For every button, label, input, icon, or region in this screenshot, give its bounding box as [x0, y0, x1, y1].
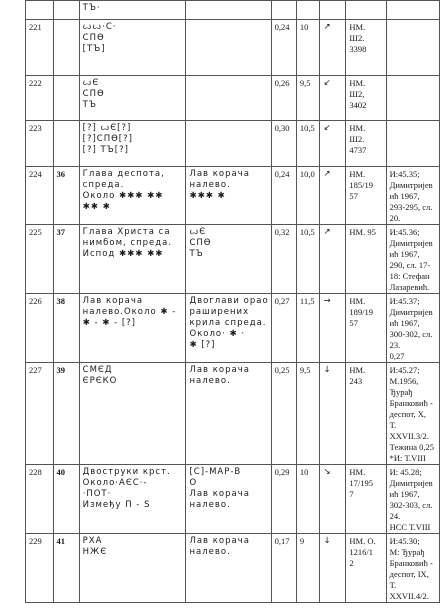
- literature-reference: [386, 121, 439, 167]
- die-axis-arrow: ↓: [320, 534, 346, 603]
- type-number: 38: [53, 294, 79, 363]
- obverse-description-line: [?] ꙍЄ[?]: [82, 123, 132, 133]
- catalog-number: 228: [26, 465, 54, 534]
- weight-value: 0,27: [271, 294, 296, 363]
- reverse-description-line: крила спреда.: [189, 318, 267, 328]
- literature-reference-line: И:45.27;: [389, 365, 420, 375]
- inventory-number: [346, 76, 386, 121]
- diameter-value: 10,5: [296, 225, 320, 294]
- diameter-value: 10: [296, 20, 320, 76]
- coin-catalog-table: [25, 0, 440, 603]
- obverse-description-line: ·ПОТ·: [82, 489, 112, 499]
- weight-value: 0,24: [271, 20, 296, 76]
- table-row: [26, 363, 440, 465]
- die-axis-arrow: ↙: [320, 76, 346, 121]
- diameter-value: 11,5: [296, 294, 320, 363]
- die-axis-arrow: →: [320, 294, 346, 363]
- inventory-number-line: 243: [349, 376, 363, 386]
- die-axis-arrow: ↗: [320, 167, 346, 225]
- reverse-description-line: Около· ✱ ·: [189, 329, 246, 339]
- reverse-description-line: Двоглави орао: [189, 296, 269, 306]
- literature-reference-line: 302-303, сл.: [389, 500, 433, 510]
- literature-reference: [386, 534, 439, 603]
- literature-reference: [386, 20, 439, 76]
- table-row: [26, 20, 440, 76]
- reverse-description-line: ✱✱✱ ✱: [189, 191, 226, 201]
- obverse-description: [79, 167, 186, 225]
- inventory-number: [346, 121, 386, 167]
- inventory-number-line: 2: [349, 558, 354, 568]
- inventory-number-line: Ш2.: [349, 134, 365, 144]
- obverse-description: [79, 76, 186, 121]
- diameter-value: 9: [296, 534, 320, 603]
- weight-value: 0,29: [271, 465, 296, 534]
- obverse-description: [79, 363, 186, 465]
- catalog-number: 221: [26, 20, 54, 76]
- reverse-description-line: налево.: [189, 180, 231, 190]
- obverse-description-line: налево.Около ✱ -: [82, 307, 177, 317]
- reverse-description-line: Лав корача: [189, 489, 250, 499]
- table-row: [26, 1, 440, 20]
- literature-reference-line: Бранковић -: [389, 398, 433, 408]
- inventory-number-line: НМ.: [349, 123, 366, 133]
- inventory-number-line: НМ.: [349, 467, 366, 477]
- weight-value: 0,26: [271, 76, 296, 121]
- literature-reference-line: 293-295, сл.: [389, 202, 433, 212]
- obverse-description-line: ꙍЄ: [82, 78, 100, 88]
- inventory-number-line: Ш2.: [349, 33, 365, 43]
- literature-reference-line: Тежина 0,25: [389, 442, 435, 452]
- weight-value: 0,25: [271, 363, 296, 465]
- literature-reference-line: 0,27: [389, 351, 405, 361]
- die-axis-arrow: ↙: [320, 121, 346, 167]
- catalog-number: 225: [26, 225, 54, 294]
- inventory-number-line: 4737: [349, 145, 367, 155]
- reverse-description-line: О: [189, 478, 198, 488]
- literature-reference-line: Лазаревић.: [389, 282, 430, 292]
- table-row: [26, 167, 440, 225]
- obverse-description-line: [ТЪ]: [82, 44, 106, 54]
- catalog-number: 224: [26, 167, 54, 225]
- obverse-description-line: Лав корача: [82, 296, 144, 306]
- obverse-description: [79, 121, 186, 167]
- table-row: [26, 76, 440, 121]
- literature-reference: [386, 225, 439, 294]
- inventory-number-line: 3402: [349, 100, 367, 110]
- literature-reference-line: Димитријев: [389, 307, 433, 317]
- obverse-description-line: РХА: [82, 536, 103, 546]
- weight-value: 0,30: [271, 121, 296, 167]
- inventory-number-line: 185/19: [349, 180, 373, 190]
- inventory-number-line: НМ.: [349, 169, 366, 179]
- reverse-description-line: налево.: [189, 500, 231, 510]
- obverse-description-line: ✱✱ ✱: [82, 202, 111, 212]
- reverse-description: [186, 465, 271, 534]
- inventory-number: [346, 294, 386, 363]
- type-number: 41: [53, 534, 79, 603]
- diameter-value: 10,5: [296, 121, 320, 167]
- weight-value: 0,24: [271, 167, 296, 225]
- obverse-description-line: нимбом, спреда.: [82, 238, 173, 248]
- reverse-description-line: СПѲ: [189, 238, 212, 248]
- reverse-description: [186, 294, 271, 363]
- die-axis-arrow: ↗: [320, 20, 346, 76]
- literature-reference-line: 23.: [389, 340, 401, 350]
- reverse-description-line: ТЪ: [189, 249, 204, 259]
- obverse-description-line: Глава деспота,: [82, 169, 165, 179]
- inventory-number-line: 7: [349, 489, 354, 499]
- reverse-description-line: Лав корача: [189, 365, 250, 375]
- die-axis-arrow: ↗: [320, 225, 346, 294]
- reverse-description-line: раширених: [189, 307, 250, 317]
- reverse-description: [186, 76, 271, 121]
- catalog-number: 227: [26, 363, 54, 465]
- literature-reference-line: T.: [389, 580, 397, 590]
- literature-reference-line: Бранковић -: [389, 558, 433, 568]
- reverse-description-line: Лав корача: [189, 169, 250, 179]
- literature-reference-line: И:45.37;: [389, 296, 420, 306]
- obverse-description-line: НЖЄ: [82, 547, 108, 557]
- obverse-description-line: ꙍꙍ·С·: [82, 22, 117, 32]
- inventory-number: [346, 465, 386, 534]
- obverse-description-line: СПѲ: [82, 89, 105, 99]
- diameter-value: 10,0: [296, 167, 320, 225]
- literature-reference-line: HCC T.VIII: [389, 522, 431, 532]
- type-number: 40: [53, 465, 79, 534]
- obverse-description-line: Између П - Ѕ: [82, 500, 151, 510]
- reverse-description: [186, 121, 271, 167]
- reverse-description-line: Лав корача: [189, 536, 250, 546]
- type-number: [53, 121, 79, 167]
- obverse-description-line: [?] ТЪ[?]: [82, 145, 129, 155]
- inventory-number-line: НМ.: [349, 22, 366, 32]
- literature-reference-line: Димитријев: [389, 478, 433, 488]
- obverse-description-line: [?]СПѲ[?]: [82, 134, 133, 144]
- table-row: [26, 465, 440, 534]
- inventory-number-line: 189/19: [349, 307, 373, 317]
- obverse-description: [79, 534, 186, 603]
- obverse-description-line: ТЪ: [82, 100, 97, 110]
- reverse-description: [186, 20, 271, 76]
- obverse-description-line: ✱ - ✱ - [?]: [82, 318, 136, 328]
- inventory-number-line: Ш2,: [349, 89, 365, 99]
- obverse-description: [79, 465, 186, 534]
- obverse-description: [79, 225, 186, 294]
- type-number: [53, 20, 79, 76]
- obverse-description-line: Испод ✱✱✱ ✱✱: [82, 249, 164, 259]
- literature-reference: [386, 465, 439, 534]
- table-row: [26, 225, 440, 294]
- type-number: 36: [53, 167, 79, 225]
- obverse-description-line: Около ✱✱✱ ✱✱: [82, 191, 164, 201]
- literature-reference: [386, 294, 439, 363]
- literature-reference-line: *И: T.VIII: [389, 453, 426, 463]
- literature-reference-line: 300-302, сл.: [389, 329, 433, 339]
- obverse-description-line: спреда.: [82, 180, 125, 190]
- diameter-value: 9,5: [296, 76, 320, 121]
- literature-reference-line: М: Ђурађ: [389, 547, 425, 557]
- literature-reference-line: XXVII.4/2.: [389, 591, 429, 601]
- literature-reference-line: T.: [389, 420, 397, 430]
- die-axis-arrow: ↘: [320, 465, 346, 534]
- literature-reference-line: 24.: [389, 511, 401, 521]
- weight-value: 0,17: [271, 534, 296, 603]
- obverse-description-line: СПѲ: [82, 33, 105, 43]
- literature-reference-line: 290, сл. 17-: [389, 260, 431, 270]
- table-row: [26, 121, 440, 167]
- obverse-description-line: СМЄД: [82, 365, 113, 375]
- reverse-description-line: налево.: [189, 547, 231, 557]
- reverse-description: [186, 363, 271, 465]
- type-number: 39: [53, 363, 79, 465]
- inventory-number-line: НМ.: [349, 78, 366, 88]
- literature-reference-line: XXVII.3/2.: [389, 431, 429, 441]
- literature-reference: [386, 167, 439, 225]
- inventory-number-line: 57: [349, 191, 358, 201]
- type-number: [53, 76, 79, 121]
- literature-reference-line: ић 1967,: [389, 191, 420, 201]
- literature-reference-line: Димитријев: [389, 180, 433, 190]
- inventory-number-line: НМ. 95: [349, 227, 376, 237]
- table-row: [26, 534, 440, 603]
- reverse-description-line: налево.: [189, 376, 231, 386]
- inventory-number: [346, 534, 386, 603]
- inventory-number: [346, 167, 386, 225]
- literature-reference-line: И:45.36;: [389, 227, 420, 237]
- reverse-description-line: ✱ [?]: [189, 340, 216, 350]
- inventory-number-line: 57: [349, 318, 358, 328]
- reverse-description: [186, 534, 271, 603]
- obverse-description-line: Около·АЄС·-: [82, 478, 148, 488]
- literature-reference-line: ић 1967,: [389, 489, 420, 499]
- literature-reference-line: Димитријев: [389, 238, 433, 248]
- literature-reference-line: М.1956,: [389, 376, 419, 386]
- inventory-number-line: 3398: [349, 44, 367, 54]
- literature-reference: [386, 76, 439, 121]
- literature-reference-line: И:45.35;: [389, 169, 420, 179]
- table-row: [26, 294, 440, 363]
- die-axis-arrow: ↓: [320, 363, 346, 465]
- reverse-description: [186, 225, 271, 294]
- inventory-number: [346, 20, 386, 76]
- obverse-description-line: Глава Христа са: [82, 227, 171, 237]
- literature-reference: [386, 363, 439, 465]
- literature-reference-line: И:45.30;: [389, 536, 420, 546]
- literature-reference-line: 20.: [389, 213, 401, 223]
- literature-reference-line: И: 45.28;: [389, 467, 422, 477]
- catalog-number: 222: [26, 76, 54, 121]
- inventory-number-line: НМ.: [349, 296, 366, 306]
- obverse-legend: ТЪ·: [79, 1, 186, 20]
- catalog-number: 223: [26, 121, 54, 167]
- inventory-number: [346, 225, 386, 294]
- reverse-description-line: ꙍЄ: [189, 227, 207, 237]
- inventory-number-line: НМ.: [349, 365, 366, 375]
- literature-reference-line: 18: Стефан: [389, 271, 430, 281]
- catalog-number: 226: [26, 294, 54, 363]
- reverse-description-line: [С]-МАР-В: [189, 467, 242, 477]
- weight-value: 0,32: [271, 225, 296, 294]
- type-number: 37: [53, 225, 79, 294]
- obverse-description-line: Двоструки крст.: [82, 467, 171, 477]
- obverse-description: [79, 20, 186, 76]
- inventory-number-line: НМ. О.: [349, 536, 376, 546]
- literature-reference-line: деспот, IX,: [389, 569, 429, 579]
- inventory-number-line: 1216/1: [349, 547, 373, 557]
- literature-reference-line: ић 1967,: [389, 318, 420, 328]
- diameter-value: 10: [296, 465, 320, 534]
- reverse-description: [186, 167, 271, 225]
- literature-reference-line: ић 1967,: [389, 249, 420, 259]
- obverse-description: [79, 294, 186, 363]
- literature-reference-line: деспот, X,: [389, 409, 426, 419]
- inventory-number: [346, 363, 386, 465]
- literature-reference-line: Ђурађ: [389, 387, 413, 397]
- inventory-number-line: 17/195: [349, 478, 373, 488]
- diameter-value: 9,5: [296, 363, 320, 465]
- obverse-description-line: ЄРЄКО: [82, 376, 118, 386]
- catalog-number: 229: [26, 534, 54, 603]
